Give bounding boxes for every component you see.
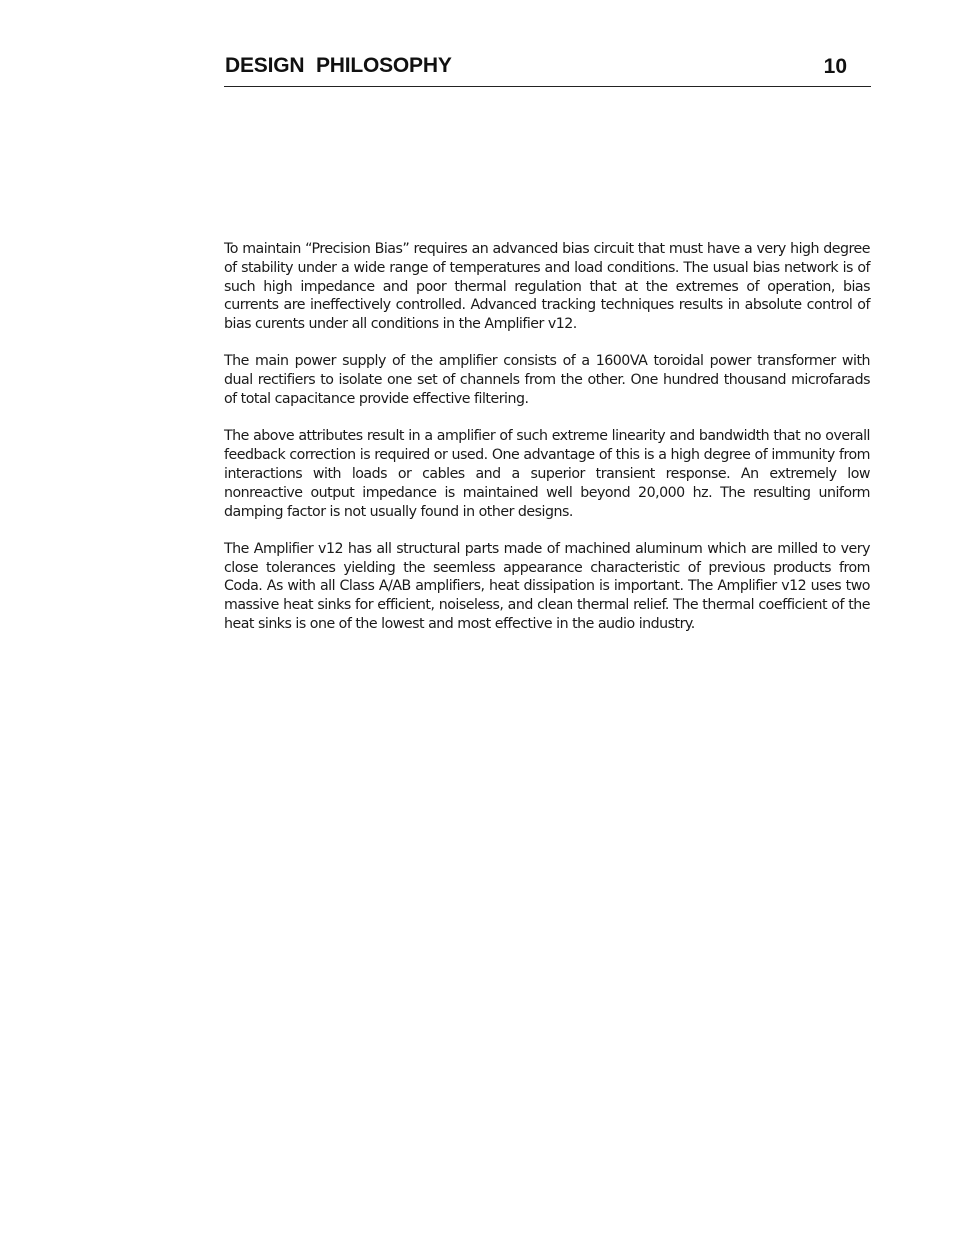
page-number: 10 [823,55,847,78]
paragraph-linearity: The above attributes result in a amplifier of such extreme linearity and bandwidth that no overall feedback correction is required or used. One advantage of this is a high degree of immunity from interactions with loads or cables and a superior transient response. An extremely low nonreactive output impedance is maintained well beyond 20,000 hz. The resulting uniform damping factor is not usually found in other designs. [224,428,870,520]
page-header [224,52,871,87]
paragraph-precision-bias: To maintain “Precision Bias” requires an advanced bias circuit that must have a very high degree of stability under a wide range of temperatures and load conditions. The usual bias network is of such high impedance and poor thermal regulation that at the extremes of operation, bias currents are ineffectively controlled. Advanced tracking techniques results in absolute control of bias curents under all conditions in the Amplifier v12. [224,241,870,333]
section-title: DESIGN PHILOSOPHY [225,54,452,77]
paragraph-construction: The Amplifier v12 has all structural parts made of machined aluminum which are milled to very close tolerances yielding the seemless appearance characteristic of previous products from Coda. As with all Class A/AB amplifiers, heat dissipation is important. The Amplifier v12 uses two massive heat sinks for efficient, noiseless, and clean thermal relief. The thermal coefficient of the heat sinks is one of the lowest and most effective in the audio industry. [224,540,870,633]
body-text [224,240,870,652]
paragraph-power-supply: The main power supply of the amplifier consists of a 1600VA toroidal power transformer with dual rectifiers to isolate one set of channels from the other. One hundred thousand microfarads of total capacitance provide effective filtering. [224,353,870,408]
